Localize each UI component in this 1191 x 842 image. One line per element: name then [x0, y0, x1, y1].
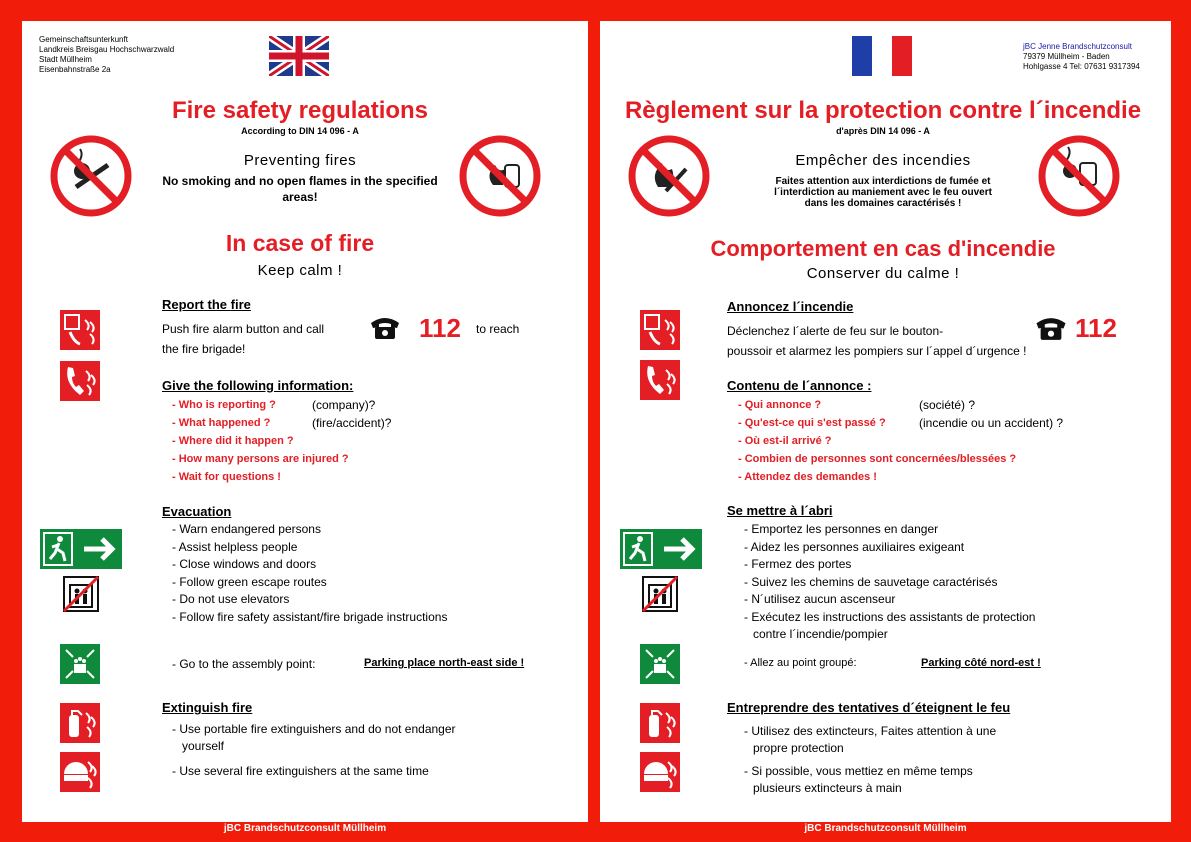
info-answer: (company)?	[312, 398, 376, 412]
info-question: - Wait for questions !	[172, 471, 281, 483]
address-block	[39, 35, 174, 75]
address-line: Stadt Müllheim	[39, 55, 92, 64]
report-text-1: Déclenchez l´alerte de feu sur le bouton-	[727, 324, 944, 338]
fire-alarm-button-icon	[640, 310, 680, 350]
case-title: In case of fire	[225, 230, 375, 256]
report-heading: Annoncez l´incendie	[727, 299, 854, 314]
french-panel	[600, 21, 1171, 822]
address-line: Eisenbahnstraße 2a	[39, 65, 111, 74]
no-elevator-icon	[62, 575, 100, 613]
prevent-title: Empêcher des incendies	[795, 152, 971, 169]
evacuation-item: - Close windows and doors	[172, 557, 317, 571]
info-answer: (fire/accident)?	[312, 416, 392, 430]
info-question: - Attendez des demandes !	[738, 471, 877, 483]
prevent-title: Preventing fires	[243, 152, 357, 169]
report-text-2: the fire brigade!	[162, 342, 246, 356]
france-flag-icon	[852, 36, 912, 76]
assembly-point-icon	[60, 644, 100, 684]
uk-flag-icon	[269, 36, 329, 76]
extinguish-heading: Extinguish fire	[162, 700, 253, 715]
assembly-place: Parking côté nord-est !	[921, 657, 1041, 669]
emergency-exit-icon	[620, 529, 702, 569]
page-title: Fire safety regulations	[171, 97, 429, 124]
extinguish-heading: Entreprendre des tentatives d´éteignent le feu	[727, 700, 1011, 715]
to-reach-text: to reach	[476, 322, 520, 336]
no-elevator-icon	[641, 575, 679, 613]
prevent-text-2: areas!	[282, 190, 318, 204]
keep-calm: Keep calm !	[257, 262, 343, 279]
info-question: - Who is reporting ?	[172, 399, 276, 411]
info-heading: Give the following information:	[162, 378, 354, 393]
info-answer: (société) ?	[919, 398, 976, 412]
emergency-phone-icon	[640, 360, 680, 400]
extinguish-item-2: - Use several fire extinguishers at the same time	[172, 764, 429, 778]
extinguish-item-1: - Utilisez des extincteurs, Faites attention à une	[744, 724, 997, 738]
assembly-point-icon	[640, 644, 680, 684]
address-block	[1023, 42, 1140, 72]
prevent-text-3: dans les domaines caractérisés !	[804, 198, 962, 209]
address-line: Landkreis Breisgau Hochschwarzwald	[39, 45, 175, 54]
evacuation-item: - Emportez les personnes en danger	[744, 522, 939, 536]
extinguish-item-1-cont: yourself	[182, 739, 225, 753]
evacuation-item: - Exécutez les instructions des assistants de protection	[744, 609, 1036, 624]
report-text-1: Push fire alarm button and call	[162, 322, 325, 336]
prevent-text-1: Faites attention aux interdictions de fumée et	[775, 176, 991, 187]
prevent-text-1: No smoking and no open flames in the specified	[162, 174, 438, 188]
evacuation-item: - Suivez les chemins de sauvetage caractérisés	[744, 574, 998, 589]
evacuation-item: - Do not use elevators	[172, 592, 290, 606]
emergency-exit-icon	[40, 529, 122, 569]
extinguish-item-1-cont: propre protection	[753, 741, 844, 755]
page-subtitle: d'après DIN 14 096 - A	[836, 126, 930, 136]
page-subtitle: According to DIN 14 096 - A	[241, 126, 359, 136]
no-smoking-icon	[1038, 135, 1120, 217]
emergency-number: 112	[419, 313, 461, 343]
evacuation-heading: Se mettre à l´abri	[727, 503, 833, 518]
extinguish-item-1: - Use portable fire extinguishers and do not endanger	[172, 722, 456, 736]
info-question: - Qui annonce ?	[738, 399, 822, 411]
address-line: Hohlgasse 4 Tel: 07631 9317394	[1023, 62, 1140, 71]
emergency-number: 112	[1075, 313, 1117, 343]
assembly-label: - Allez au point groupé:	[744, 657, 857, 669]
left-footer: jBC Brandschutzconsult Müllheim	[223, 823, 387, 834]
info-question: - What happened ?	[172, 417, 271, 429]
evacuation-item-cont: contre l´incendie/pompier	[753, 627, 888, 641]
evacuation-list	[172, 521, 447, 626]
info-question: - How many persons are injured ?	[172, 453, 349, 465]
evacuation-item: - Follow green escape routes	[172, 574, 327, 589]
evacuation-item: - Assist helpless people	[172, 539, 298, 554]
info-question: - Combien de personnes sont concernées/blessées ?	[738, 453, 1017, 465]
info-question: - Qu'est-ce qui s'est passé ?	[738, 417, 886, 429]
fire-extinguisher-icon	[60, 703, 100, 743]
page-title: Règlement sur la protection contre l´incendie	[624, 97, 1142, 124]
info-heading: Contenu de l´annonce :	[727, 378, 872, 393]
evacuation-heading: Evacuation	[162, 504, 232, 519]
fire-hose-icon	[60, 752, 100, 792]
assembly-place: Parking place north-east side !	[364, 657, 525, 669]
evacuation-list	[744, 521, 1035, 626]
address-line: jBC Jenne Brandschutzconsult	[1023, 42, 1132, 51]
extinguish-item-2-cont: plusieurs extincteurs à main	[753, 781, 902, 795]
report-text-2: poussoir et alarmez les pompiers sur l´appel d´urgence !	[727, 344, 1027, 358]
fire-alarm-button-icon	[60, 310, 100, 350]
evacuation-item: - Aidez les personnes auxiliaires exigeant	[744, 539, 965, 554]
keep-calm: Conserver du calme !	[806, 265, 960, 282]
address-line: Gemeinschaftsunterkunft	[39, 35, 128, 44]
evacuation-item: - Follow fire safety assistant/fire brigade instructions	[172, 609, 448, 624]
info-question: - Where did it happen ?	[172, 435, 294, 447]
report-heading: Report the fire	[162, 297, 251, 312]
fire-hose-icon	[640, 752, 680, 792]
emergency-phone-icon	[60, 361, 100, 401]
info-answer: (incendie ou un accident) ?	[919, 416, 1064, 430]
english-panel	[22, 21, 588, 822]
address-line: 79379 Müllheim - Baden	[1023, 52, 1110, 61]
telephone-icon	[369, 315, 401, 341]
evacuation-item: - Fermez des portes	[744, 557, 852, 571]
evacuation-item: - Warn endangered persons	[172, 522, 321, 536]
assembly-label: - Go to the assembly point:	[172, 657, 316, 671]
telephone-icon	[1034, 315, 1068, 342]
case-title: Comportement en cas d'incendie	[710, 236, 1056, 261]
prevent-text-2: l´interdiction au maniement avec le feu ouvert	[774, 187, 992, 198]
no-open-flame-icon	[628, 135, 710, 217]
info-question: - Où est-il arrivé ?	[738, 435, 832, 447]
evacuation-item: - N´utilisez aucun ascenseur	[744, 592, 896, 606]
no-open-flame-icon	[459, 135, 541, 217]
right-footer: jBC Brandschutzconsult Müllheim	[804, 823, 967, 834]
fire-extinguisher-icon	[640, 703, 680, 743]
extinguish-item-2: - Si possible, vous mettiez en même temps	[744, 764, 973, 778]
